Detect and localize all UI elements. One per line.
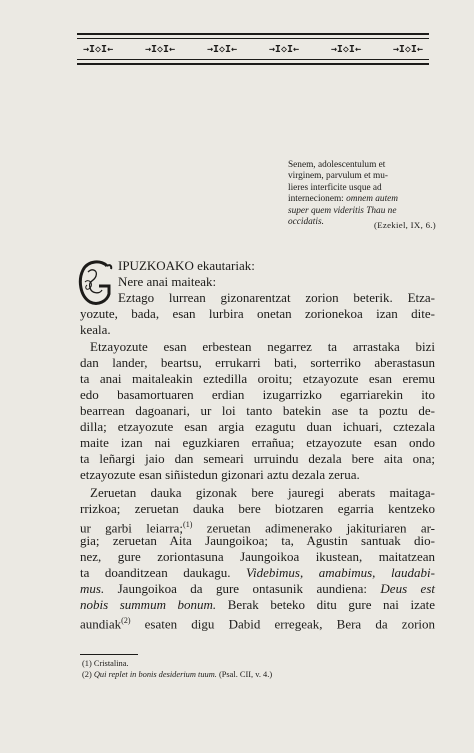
line-text: esaten digu Dabid erregeak, Bera da zorion (144, 616, 436, 632)
footnote-ref: (1) (183, 520, 193, 529)
footnote (82, 659, 129, 668)
epigraph-citation: (Ezekiel, IX, 6.) (373, 220, 436, 230)
epigraph-line: virginem, parvulum et mu- (288, 171, 389, 182)
epigraph-line (288, 194, 436, 205)
latin-quote: Videbimus, amabimus, laudabi- (246, 565, 436, 580)
epigraph-line: Senem, adolescentulum et (288, 160, 386, 170)
footnote (82, 670, 272, 679)
line-text: Berak beteko ditu gure nai izate (227, 597, 436, 612)
ornament: →I◇I← (144, 43, 176, 55)
body-line: Eztago lurrean gizonarentzat zorion beterik. Etza- (118, 290, 435, 305)
body-line: gia; zeruetan Aita Jaungoikoa; ta, Agustin santuak dio- (80, 533, 435, 548)
dropcap-g-icon (76, 258, 116, 306)
ornament: →I◇I← (206, 43, 238, 55)
footnote-ref: (2) (121, 616, 131, 625)
body-line: IPUZKOAKO ekautariak: (118, 258, 255, 273)
epigraph-line-text: internecionem: (288, 194, 344, 205)
body-line: etzayozute esan siñistedun gizonari aztu dezala zerua. (80, 467, 360, 482)
body-line (80, 565, 435, 581)
body-line: Nere anai maiteak: (118, 274, 217, 289)
line-text: ta doanditzean daukagu. (80, 565, 231, 580)
body-line: Etzayozute esan erbestean negarrez ta arrastaka bizi (90, 339, 435, 354)
ornament: →I◇I← (83, 43, 114, 55)
body-line: bearrean dagoanari, ur loi tanto batekin ase ta poztu de- (80, 403, 435, 418)
body-line: edo basamortuaren erdian izugarrizko egarriarekin ito (80, 387, 435, 402)
body-line (80, 581, 435, 597)
body-line: rrizkoa; zeruetan dauka bere biotzaren egarria kentzeko (80, 501, 435, 516)
footnote-text: Cristalina. (93, 659, 129, 668)
latin-quote: nobis summum bonum. (80, 597, 217, 612)
epigraph (288, 160, 436, 228)
ornament: →I◇I← (330, 43, 361, 55)
body-line: yozute, bada, esan lurbira onetan zorionekoa izan dite- (80, 306, 435, 321)
body-line: dan lander, beartsu, errukarri bati, sorterriko aberastasun (80, 355, 435, 370)
footnote-divider (80, 654, 138, 655)
body-line: Zeruetan dauka gizonak bere jauregi aberats maitaga- (90, 485, 435, 500)
ornamental-header-band (77, 33, 429, 65)
body-line (80, 613, 435, 632)
epigraph-line: lieres interficite usque ad (288, 182, 382, 193)
body-line: ta leñargi jaio dan semeari urruindu dezala bere aita ona; (80, 451, 435, 466)
footnote-mark: (1) (82, 659, 92, 668)
ornament-row (77, 38, 429, 60)
latin-quote: mus. (80, 581, 105, 596)
line-text: aundiak (80, 616, 122, 632)
line-text: ur garbi leiarra; (80, 520, 184, 536)
ornament: →I◇I← (392, 43, 423, 55)
footnote-text: Qui replet in bonis desiderium tuum. (93, 670, 217, 679)
line-text: Jaungoikoa da gure ontasunik aundiena: (117, 581, 367, 596)
line-text: zeruetan adimenerako jakituriaren ar- (206, 520, 436, 536)
body-line: maite izan nai eguzkiaren errañua; etzayozute esan ondo (80, 435, 435, 450)
body-line: ta anai maitaleakin eztedilla oroitu; etzayozute esan eremu (80, 371, 435, 386)
body-line: nez, gure zoriontasuna Jaungoikoa ikustean, maitatzean (80, 549, 435, 564)
footnote-citation: (Psal. CII, v. 4.) (218, 670, 273, 679)
body-line: keala. (80, 322, 111, 337)
epigraph-line: super quem videritis Thau ne (288, 205, 397, 216)
epigraph-italic: omnem autem (346, 194, 398, 205)
footnote-mark: (2) (82, 670, 92, 679)
body-line (80, 597, 435, 613)
latin-quote: Deus est (380, 581, 435, 596)
ornament: →I◇I← (268, 43, 300, 55)
epigraph-line: occidatis. (288, 217, 324, 228)
body-line: dilla; etzayozute esan argia ezagutu duan ichuari, cztezala (80, 419, 435, 434)
